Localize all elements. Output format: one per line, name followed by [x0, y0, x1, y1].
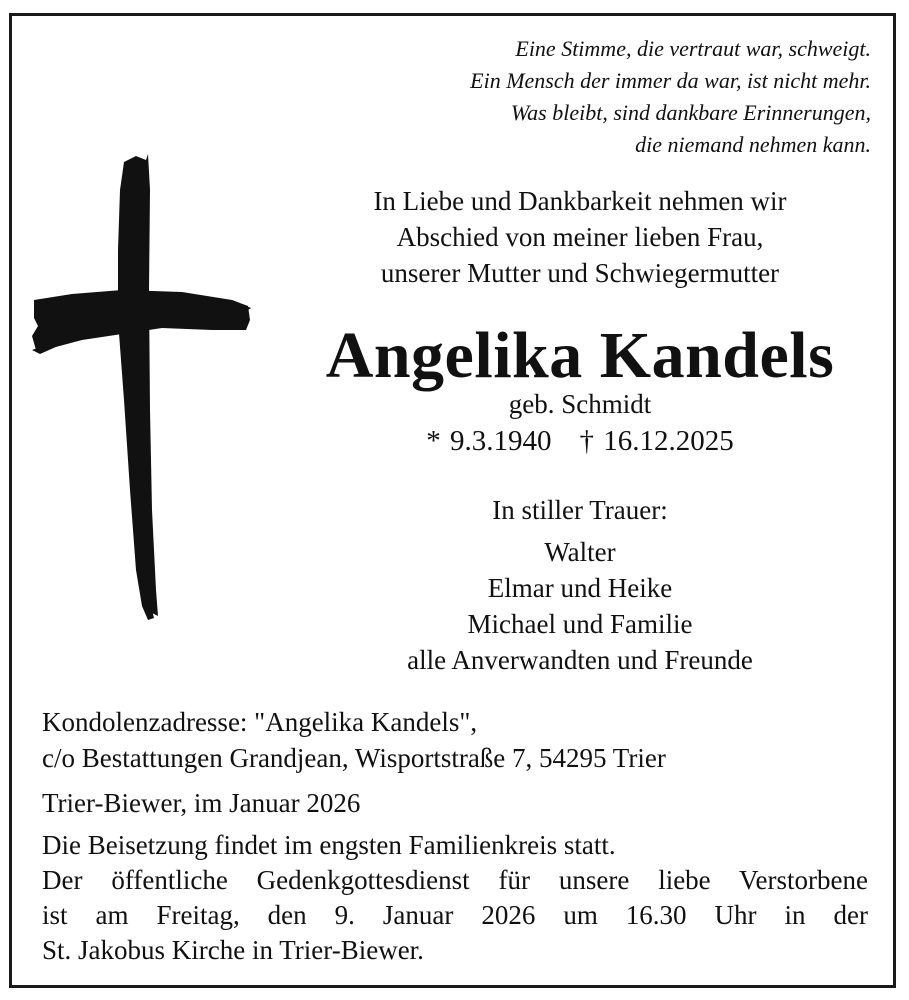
notice-line: ist am Freitag, den 9. Januar 2026 um 16.30 Uhr in der: [42, 900, 868, 930]
birth-name: geb. Schmidt: [508, 389, 652, 419]
intro-text: [270, 183, 890, 291]
poem-line: Was bleibt, sind dankbare Erinnerungen,: [510, 100, 871, 125]
mourner-item: alle Anverwandten und Freunde: [407, 645, 753, 675]
notice-line: St. Jakobus Kirche in Trier-Biewer.: [42, 935, 424, 965]
poem: [470, 33, 871, 161]
mourner-item: Michael und Familie: [467, 609, 693, 639]
mourning-heading: In stiller Trauer:: [492, 495, 668, 525]
place-date: Trier-Biewer, im Januar 2026: [42, 788, 361, 818]
poem-line: Ein Mensch der immer da war, ist nicht mehr.: [470, 68, 871, 93]
death-date: † 16.12.2025: [579, 425, 734, 457]
intro-line: Abschied von meiner lieben Frau,: [396, 222, 764, 252]
mourner-item: Elmar und Heike: [487, 573, 673, 603]
poem-line: die niemand nehmen kann.: [635, 132, 871, 157]
intro-line: unserer Mutter und Schwiegermutter: [380, 258, 780, 288]
birth-date: * 9.3.1940: [426, 425, 552, 457]
mourners-list: [270, 534, 890, 678]
cross-icon: [32, 150, 252, 620]
notice-line: Der öffentliche Gedenkgottesdienst für unsere liebe Verstorbene: [42, 865, 868, 895]
deceased-name: Angelika Kandels: [325, 319, 835, 392]
intro-line: In Liebe und Dankbarkeit nehmen wir: [373, 186, 787, 216]
condolence-line: c/o Bestattungen Grandjean, Wisportstraße 7, 54295 Trier: [42, 743, 666, 773]
poem-line: Eine Stimme, die vertraut war, schweigt.: [515, 36, 871, 61]
condolence-address: [42, 704, 666, 776]
mourner-item: Walter: [544, 537, 616, 567]
life-dates: [270, 424, 890, 458]
funeral-notice: [42, 828, 868, 968]
condolence-line: Kondolenzadresse: "Angelika Kandels",: [42, 707, 478, 737]
notice-line: Die Beisetzung findet im engsten Familienkreis statt.: [42, 830, 616, 860]
